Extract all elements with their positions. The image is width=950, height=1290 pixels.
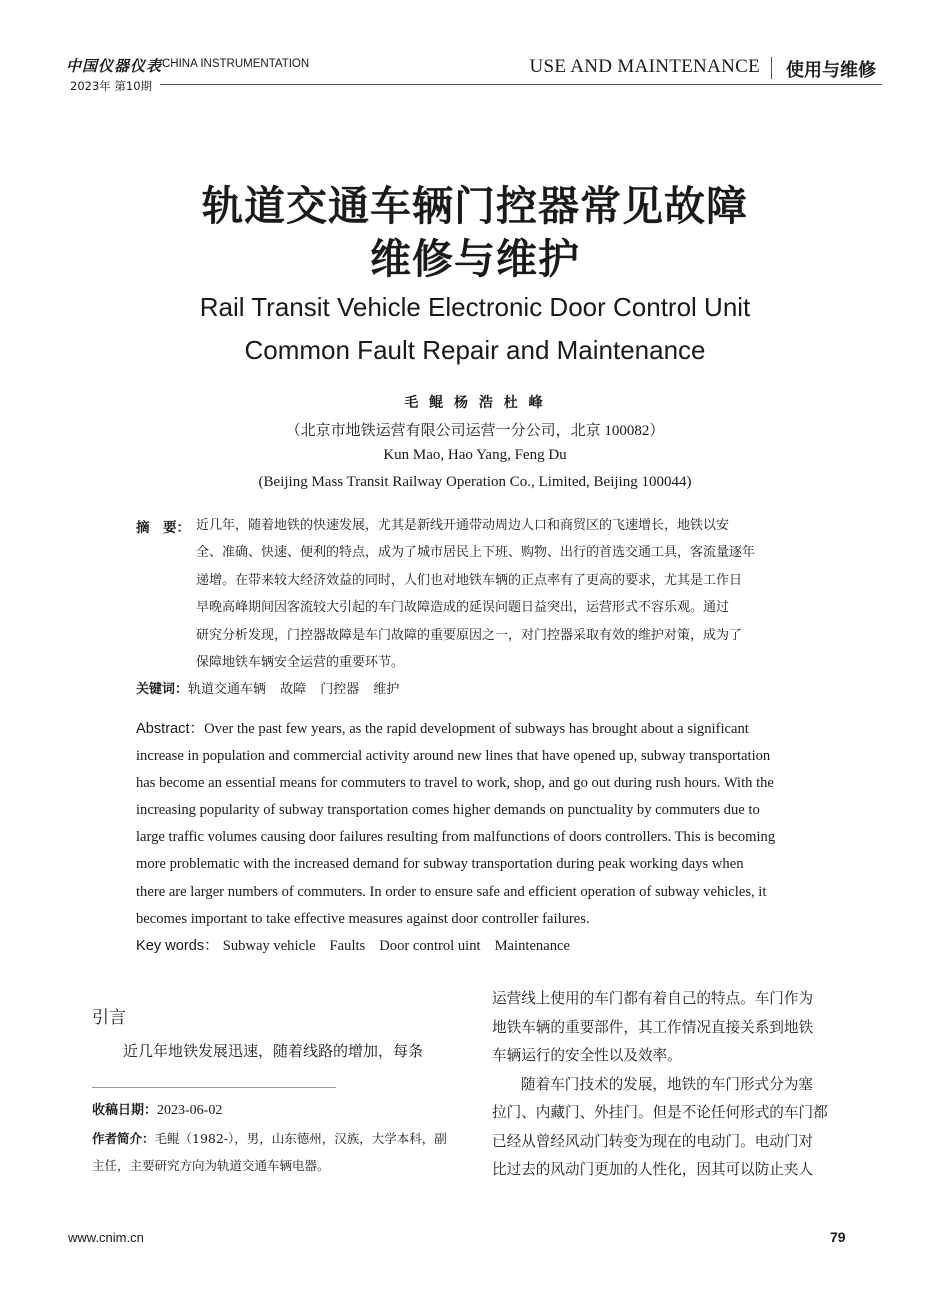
keywords-cn-label: 关键词： <box>136 682 189 697</box>
footnote-author <box>92 1125 464 1179</box>
abstract-cn-line: 早晚高峰期间因客流较大引起的车门故障造成的延误问题日益突出，运营形式不容乐观。通过 <box>196 600 730 616</box>
title-en-line-1: Rail Transit Vehicle Electronic Door Control Unit <box>199 292 751 322</box>
abstract-cn-label: 摘 要： <box>136 520 190 536</box>
affiliation-cn: （北京市地铁运营有限公司运营一分公司，北京 100082） <box>285 423 665 439</box>
abstract-en-line: large traffic volumes causing door failures resulting from malfunctions of doors controllers. This is becoming <box>136 829 776 846</box>
section-title-en: USE AND MAINTENANCE <box>529 56 760 77</box>
section-separator <box>771 57 772 79</box>
journal-name-en: CHINA INSTRUMENTATION <box>162 58 310 70</box>
keyword-en: Door control uint <box>379 938 481 954</box>
authors-cn: 毛 鲲 杨 浩 杜 峰 <box>404 395 546 411</box>
body-line: 已经从曾经风动门转变为现在的电动门。电动门对 <box>492 1132 814 1150</box>
abstract-cn-line: 递增。在带来较大经济效益的同时，人们也对地铁车辆的正点率有了更高的要求，尤其是工作日 <box>196 572 743 588</box>
issue-label: 2023年 第10期 <box>70 79 153 93</box>
abstract-en-line: increase in population and commercial activity around new lines that have opened up, subway transportation <box>136 748 771 765</box>
page-number: 79 <box>830 1229 846 1245</box>
keywords-cn-values: 轨道交通车辆 故障 门控器 维护 <box>188 682 400 697</box>
keyword-en: Subway vehicle <box>222 938 316 954</box>
keywords-cn <box>136 678 399 697</box>
abstract-cn-text <box>196 512 818 676</box>
received-label: 收稿日期： <box>92 1103 158 1118</box>
title-cn-line-1: 轨道交通车辆门控器常见故障 <box>202 182 748 230</box>
keyword-en: Maintenance <box>494 938 570 954</box>
abstract-cn-line: 近几年，随着地铁的快速发展，尤其是新线开通带动周边人口和商贸区的飞速增长，地铁以安 <box>196 518 730 533</box>
footer-url: www.cnim.cn <box>68 1230 144 1245</box>
authors-en: Kun Mao, Hao Yang, Feng Du <box>383 447 567 463</box>
journal-logo-cn: 中国仪器仪表 <box>66 57 163 75</box>
author-bio-label: 作者简介： <box>92 1131 155 1146</box>
abstract-en-line: there are larger numbers of commuters. In order to ensure safe and efficient operation of subway vehicles, it <box>136 883 767 900</box>
body-line: 车辆运行的安全性以及效率。 <box>492 1047 682 1064</box>
body-line: 比过去的风动门更加的人性化，因其可以防止夹人 <box>492 1161 814 1178</box>
author-bio-line: 主任，主要研究方向为轨道交通车辆电器。 <box>92 1158 330 1173</box>
abstract-cn-line: 研究分析发现，门控器故障是车门故障的重要原因之一，对门控器采取有效的维护对策，成为了 <box>196 627 743 643</box>
author-bio-line: 毛鲲（1982-），男，山东德州，汉族，大学本科，副 <box>154 1131 447 1146</box>
abstract-en-label: Abstract： <box>136 721 205 737</box>
abstract-en-line: has become an essential means for commuters to travel to work, shop, and go out during rush hours. With the <box>136 775 774 792</box>
intro-paragraph-text: 近几年地铁发展迅速，随着线路的增加，每条 <box>123 1042 424 1060</box>
body-line: 随着车门技术的发展，地铁的车门形式分为塞 <box>521 1075 813 1093</box>
keywords-en-label: Key words： <box>136 938 219 954</box>
abstract-en-line: Over the past few years, as the rapid development of subways has brought about a significant <box>204 721 749 737</box>
footnote-received <box>92 1099 222 1119</box>
abstract-en-line: more problematic with the increased demand for subway transportation during peak working days when <box>136 856 744 873</box>
abstract-cn-line: 保障地铁车辆安全运营的重要环节。 <box>196 655 405 671</box>
keywords-en <box>136 934 570 955</box>
title-cn-line-2: 维修与维护 <box>370 235 580 283</box>
abstract-en <box>136 716 816 933</box>
header-rule <box>160 84 882 85</box>
abstract-en-line: increasing popularity of subway transportation comes higher demands on punctuality by commuters due to <box>136 802 760 819</box>
right-column-text <box>492 985 860 1185</box>
section-heading-intro: 引言 <box>92 1008 126 1028</box>
title-en-line-2: Common Fault Repair and Maintenance <box>244 335 706 365</box>
section-title-cn: 使用与维修 <box>786 60 876 81</box>
body-line: 地铁车辆的重要部件，其工作情况直接关系到地铁 <box>492 1018 814 1036</box>
intro-paragraph <box>92 1040 462 1061</box>
abstract-en-line: becomes important to take effective measures against door controller failures. <box>136 910 590 927</box>
body-line: 拉门、内藏门、外挂门。但是不论任何形式的车门都 <box>492 1104 828 1121</box>
received-date: 2023-06-02 <box>157 1103 223 1118</box>
body-line: 运营线上使用的车门都有着自己的特点。车门作为 <box>492 990 814 1007</box>
affiliation-en: (Beijing Mass Transit Railway Operation Co., Limited, Beijing 100044) <box>258 474 692 490</box>
abstract-cn-line: 全、准确、快速、便利的特点，成为了城市居民上下班、购物、出行的首选交通工具，客流量逐年 <box>196 545 756 561</box>
footnote-rule <box>92 1087 336 1088</box>
keyword-en: Faults <box>329 938 366 954</box>
